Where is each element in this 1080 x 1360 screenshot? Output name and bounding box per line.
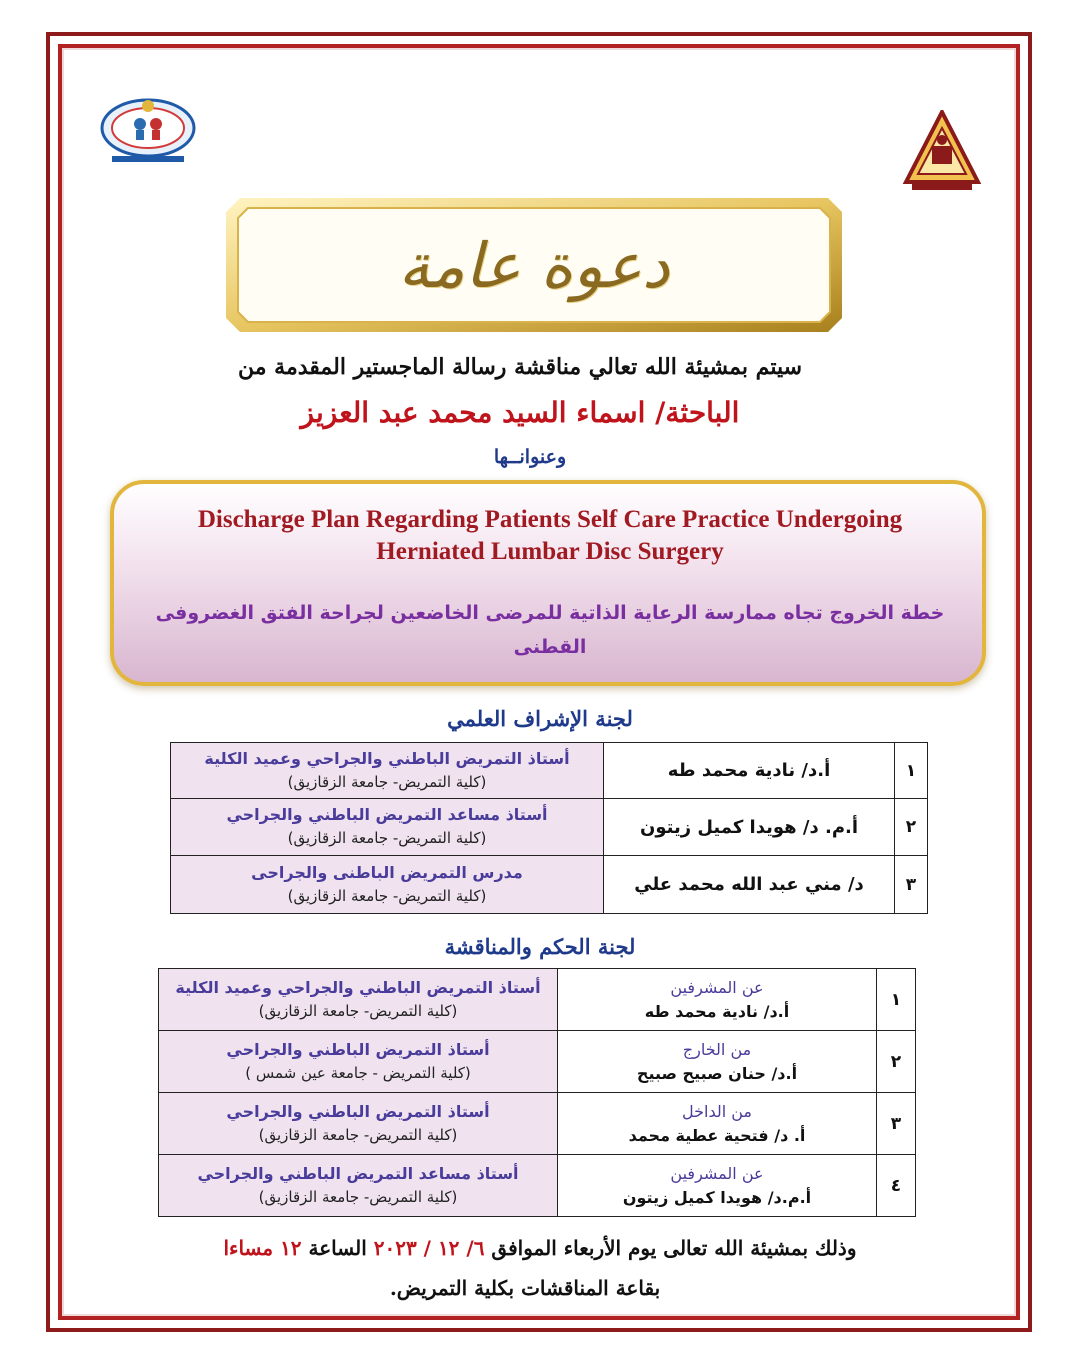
member-name: أ.د/ حنان صبيح صبيح bbox=[636, 1063, 798, 1083]
table-row bbox=[159, 1155, 916, 1217]
table-row bbox=[171, 743, 928, 799]
member-role: أستاذ التمريض الباطني والجراحي bbox=[226, 1039, 490, 1059]
member-affiliation: (كلية التمريض- جامعة الزقازيق) bbox=[258, 1125, 458, 1144]
member-role: أستاذ التمريض الباطني والجراحي bbox=[226, 1101, 490, 1121]
table-row bbox=[159, 969, 916, 1031]
examination-committee-table bbox=[158, 968, 916, 1217]
member-name-cell bbox=[558, 1093, 877, 1155]
member-title bbox=[171, 799, 604, 856]
table-row bbox=[159, 1031, 916, 1093]
intro-line: سيتم بمشيئة الله تعالي مناقشة رسالة الماجستير المقدمة من bbox=[237, 354, 803, 380]
member-name: د/ مني عبد الله محمد علي bbox=[604, 856, 895, 914]
defense-date: ٦/ ١٢ / ٢٠٢٣ bbox=[373, 1236, 485, 1260]
researcher-name: الباحثة/ اسماء السيد محمد عبد العزيز bbox=[300, 396, 740, 429]
thesis-title-english: Discharge Plan Regarding Patients Self Care Practice Undergoing Herniated Lumbar Disc Surgery bbox=[197, 506, 903, 565]
member-affiliation: (كلية التمريض - جامعة عين شمس ) bbox=[245, 1063, 471, 1082]
member-title bbox=[159, 1155, 558, 1217]
member-role: أستاذ التمريض الباطني والجراحي وعميد الكلية bbox=[175, 977, 541, 997]
defense-time: ١٢ مساءا bbox=[223, 1236, 302, 1260]
row-number: ٣ bbox=[895, 856, 928, 914]
member-role: أستاذ التمريض الباطني والجراحي وعميد الكلية bbox=[204, 748, 570, 768]
member-role: مدرس التمريض الباطنى والجراحى bbox=[251, 862, 523, 882]
member-title bbox=[159, 1093, 558, 1155]
examination-committee-heading: لجنة الحكم والمناقشة bbox=[444, 934, 636, 959]
member-affiliation: (كلية التمريض- جامعة الزقازيق) bbox=[287, 829, 487, 847]
member-name-cell bbox=[558, 969, 877, 1031]
row-number: ٢ bbox=[895, 799, 928, 856]
member-title bbox=[159, 1031, 558, 1093]
thesis-title-box bbox=[110, 480, 986, 686]
member-capacity: عن المشرفين bbox=[670, 1163, 764, 1183]
supervision-committee-heading: لجنة الإشراف العلمي bbox=[447, 706, 633, 731]
member-role: أستاذ مساعد التمريض الباطني والجراحي bbox=[197, 1163, 519, 1183]
member-affiliation: (كلية التمريض- جامعة الزقازيق) bbox=[287, 886, 487, 905]
zagazig-university-logo bbox=[902, 110, 982, 192]
member-role: أستاذ مساعد التمريض الباطني والجراحي bbox=[226, 805, 548, 824]
defense-date-line bbox=[130, 1236, 950, 1260]
member-name: أ.م.د/ هويدا كميل زيتون bbox=[622, 1187, 812, 1207]
member-affiliation: (كلية التمريض- جامعة الزقازيق) bbox=[258, 1001, 458, 1020]
row-number: ١ bbox=[895, 743, 928, 799]
member-capacity: من الداخل bbox=[681, 1101, 752, 1121]
thesis-title-arabic: خطة الخروج تجاه ممارسة الرعاية الذاتية للمرضى الخاضعين لجراحة الفتق الغضروفى القطنى bbox=[155, 602, 945, 658]
member-affiliation: (كلية التمريض- جامعة الزقازيق) bbox=[287, 772, 487, 791]
table-row bbox=[159, 1093, 916, 1155]
table-row bbox=[171, 799, 928, 856]
member-name: أ.د/ نادية محمد طه bbox=[604, 743, 895, 799]
member-capacity: عن المشرفين bbox=[670, 977, 764, 997]
defense-venue: بقاعة المناقشات بكلية التمريض. bbox=[389, 1276, 661, 1300]
thesis-title-label: وعنوانــها bbox=[493, 446, 567, 468]
row-number: ٣ bbox=[877, 1093, 916, 1155]
time-label: الساعة bbox=[308, 1236, 367, 1260]
faculty-of-nursing-logo bbox=[98, 94, 198, 166]
row-number: ١ bbox=[877, 969, 916, 1031]
invitation-banner bbox=[226, 198, 842, 332]
member-title bbox=[159, 969, 558, 1031]
member-title bbox=[171, 743, 604, 799]
row-number: ٢ bbox=[877, 1031, 916, 1093]
member-name: أ.د/ نادية محمد طه bbox=[644, 1001, 790, 1021]
member-title bbox=[171, 856, 604, 914]
table-row bbox=[171, 856, 928, 914]
supervision-committee-table bbox=[170, 742, 928, 914]
date-prefix: وذلك بمشيئة الله تعالى يوم الأربعاء الموافق bbox=[491, 1236, 857, 1260]
member-name-cell bbox=[558, 1155, 877, 1217]
member-name: أ. د/ فتحية عطية محمد bbox=[628, 1125, 806, 1145]
member-name: أ.م. د/ هويدا كميل زيتون bbox=[604, 799, 895, 856]
row-number: ٤ bbox=[877, 1155, 916, 1217]
banner-title: دعوة عامة bbox=[398, 228, 670, 302]
member-name-cell bbox=[558, 1031, 877, 1093]
member-capacity: من الخارج bbox=[682, 1039, 752, 1059]
member-affiliation: (كلية التمريض- جامعة الزقازيق) bbox=[258, 1187, 458, 1206]
